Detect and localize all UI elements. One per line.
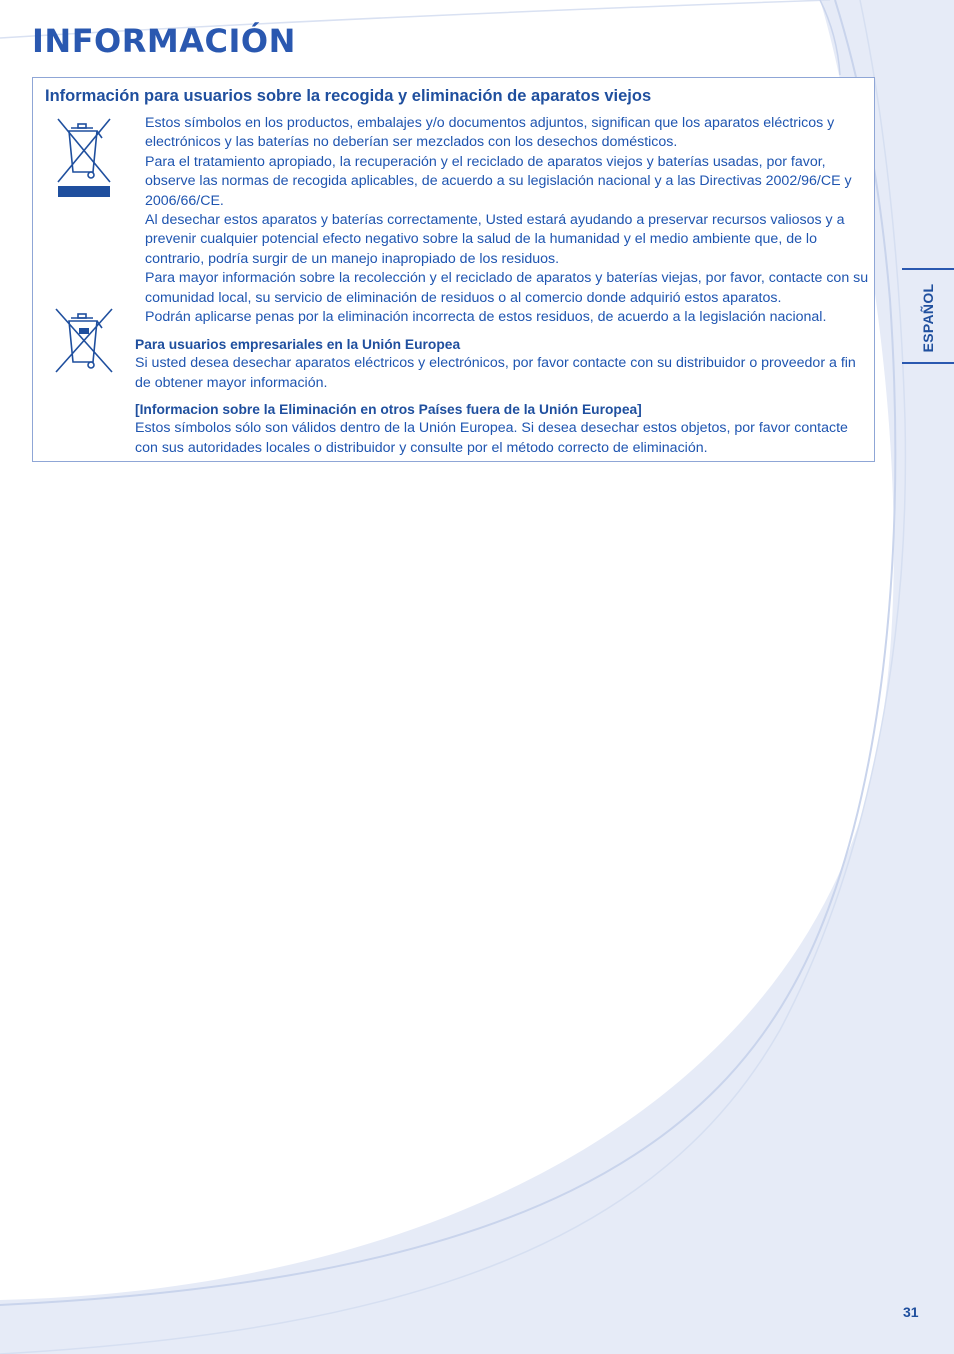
business-users-section	[135, 335, 870, 393]
main-paragraphs	[145, 114, 873, 327]
paragraph: Podrán aplicarse penas por la eliminación incorrecta de estos residuos, de acuerdo a la legislación nacional.	[145, 309, 827, 326]
language-tab	[902, 268, 954, 364]
page-number: 31	[903, 1304, 919, 1320]
page-title: INFORMACIÓN	[32, 22, 296, 60]
paragraph: Al desechar estos aparatos y baterías correctamente, Usted estará ayudando a preservar recursos valiosos y a prevenir cualquier potencial efecto negativo sobre la salud de la humanidad y el medio ambiente que, de lo contrario, podría surgir de un manejo inapropiado de los residuos.	[145, 212, 845, 267]
crossed-out-wheelie-bin-icon	[55, 116, 113, 200]
paragraph: Para el tratamiento apropiado, la recuperación y el reciclado de aparatos viejos y baterías usadas, por favor, observe las normas de recogida aplicables, de acuerdo a su legislación nacional y a las Directivas 2002/96/CE y 2006/66/CE.	[145, 153, 852, 209]
non-eu-heading: [Informacion sobre la Eliminación en otros Países fuera de la Unión Europea]	[135, 402, 642, 417]
non-eu-text: Estos símbolos sólo son válidos dentro de la Unión Europea. Si desea desechar estos objetos, por favor contacte con sus autoridades locales o distribuidor y consulte por el método correcto de eliminación.	[135, 420, 848, 456]
paragraph: Para mayor información sobre la recolección y el reciclado de aparatos y baterías viejas, por favor, contacte con su comunidad local, su servicio de eliminación de residuos o al comercio donde adquirió estos aparatos.	[145, 270, 869, 306]
language-tab-label: ESPAÑOL	[920, 283, 936, 353]
crossed-out-wheelie-bin-icon	[53, 306, 115, 374]
non-eu-section	[135, 400, 870, 458]
business-heading: Para usuarios empresariales en la Unión Europea	[135, 337, 461, 352]
recycling-info-box	[32, 77, 875, 462]
box-heading: Información para usuarios sobre la recogida y eliminación de aparatos viejos	[45, 87, 652, 105]
business-text: Si usted desea desechar aparatos eléctricos y electrónicos, por favor contacte con su distribuidor o proveedor a fin de obtener mayor información.	[135, 355, 856, 391]
paragraph: Estos símbolos en los productos, embalajes y/o documentos adjuntos, significan que los aparatos eléctricos y electrónicos y las baterías no deberían ser mezclados con los desechos domésticos.	[145, 115, 835, 151]
